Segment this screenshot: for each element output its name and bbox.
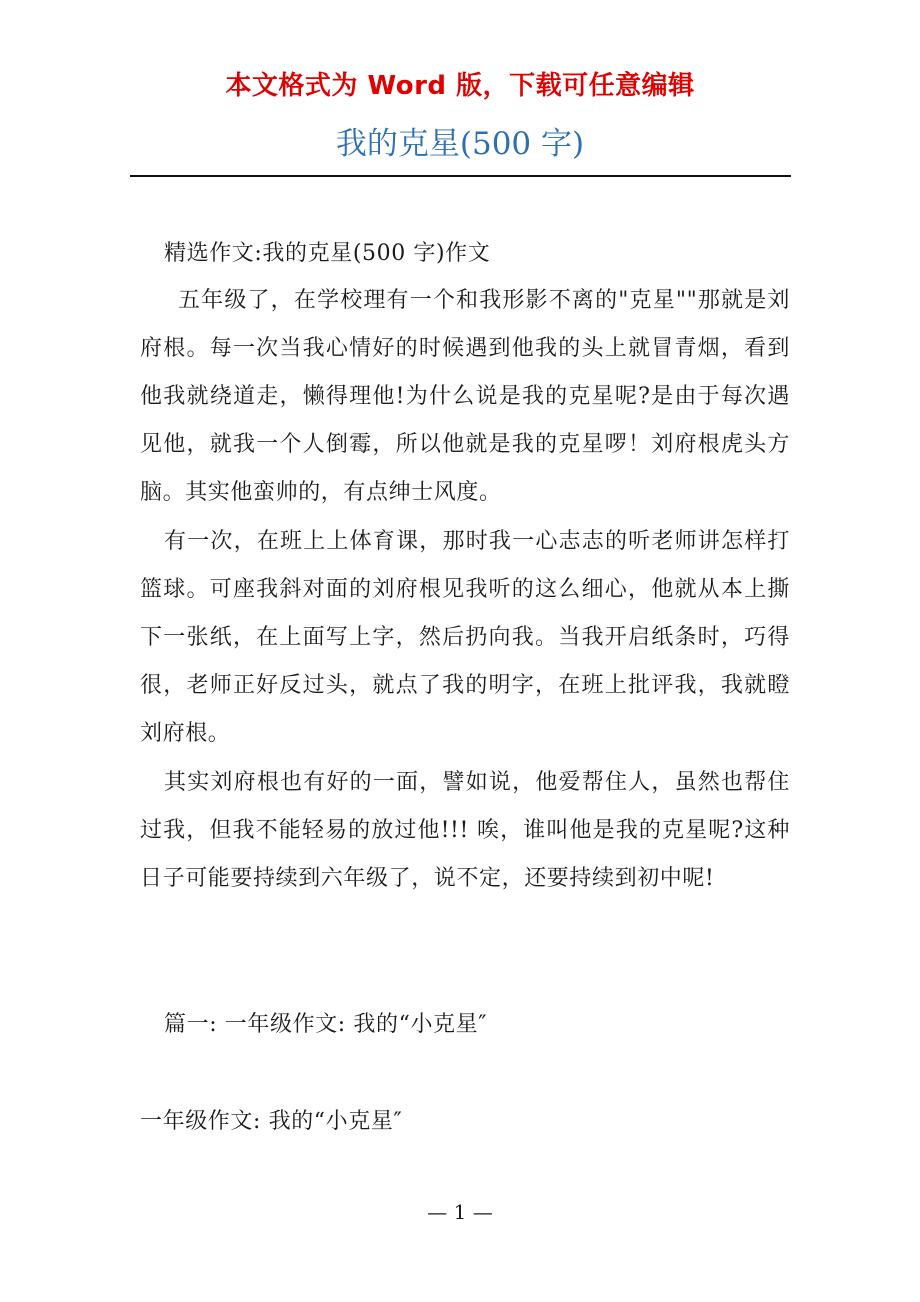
paragraph-text: 五年级了，在学校理有一个和我形影不离的"克星""那就是刘府根。每一次当我心情好的时候遇到他我的头上就冒青烟，看到他我就绕道走，懒得理他!为什么说是我的克星呢?是由于每次遇见他，就我一个人倒霉，所以他就是我的克星啰！刘府根虎头方脑。其实他蛮帅的，有点绅士风度。	[140, 288, 790, 505]
sub-heading-text: 一年级作文: 我的“小克星″	[140, 1109, 403, 1134]
intro-text: 精选作文:我的克星(500 字)作文	[164, 241, 491, 266]
paragraph-text: 其实刘府根也有好的一面，譬如说，他爱帮住人，虽然也帮住过我，但我不能轻易的放过他!!! 唉，谁叫他是我的克星呢?这种日子可能要持续到六年级了，说不定，还要持续到初中呢!	[140, 770, 790, 891]
section-heading-text: 篇一: 一年级作文: 我的“小克星″	[164, 1012, 488, 1037]
title-divider	[130, 175, 791, 177]
document-title: 我的克星(500 字)	[335, 126, 585, 162]
essay-paragraph-1	[140, 277, 790, 517]
paragraph-text: 有一次，在班上上体育课，那时我一心志志的听老师讲怎样打篮球。可座我斜对面的刘府根见我听的这么细心，他就从本上撕下一张纸，在上面写上字，然后扔向我。当我开启纸条时，巧得很，老师正好反过头，就点了我的明字，在班上批评我，我就瞪刘府根。	[140, 529, 790, 746]
essay-intro-line	[140, 230, 790, 278]
section-heading	[140, 1001, 790, 1049]
essay-paragraph-3	[140, 759, 790, 903]
sub-heading	[140, 1098, 790, 1146]
page-number: — 1 —	[427, 1200, 493, 1224]
download-banner: 本文格式为 Word 版，下载可任意编辑	[225, 71, 695, 101]
essay-paragraph-2	[140, 518, 790, 758]
